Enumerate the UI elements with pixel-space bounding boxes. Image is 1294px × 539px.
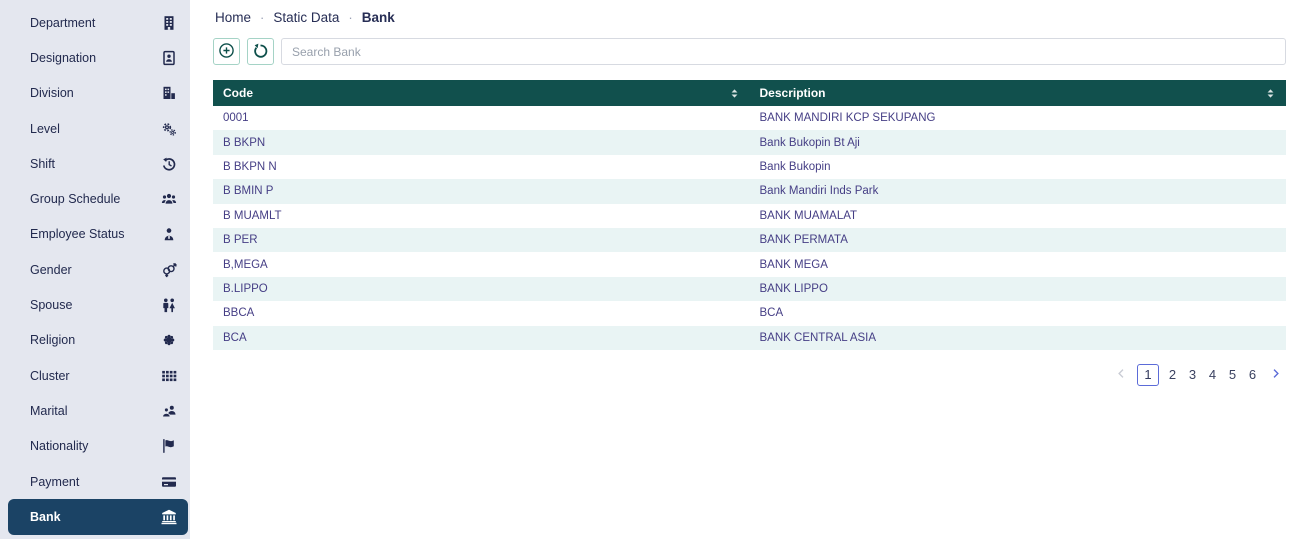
sidebar-item-department[interactable] [0, 5, 190, 40]
history-icon [161, 156, 177, 172]
cell-code: B BKPN N [223, 160, 277, 173]
column-header-description[interactable] [750, 80, 1287, 106]
cell-description: BCA [759, 307, 784, 320]
buildings-icon [161, 85, 177, 101]
cell-description: BANK CENTRAL ASIA [759, 331, 877, 344]
flag-icon [161, 438, 177, 454]
page-button-5[interactable]: 5 [1228, 367, 1237, 383]
sidebar-item-marital[interactable] [0, 393, 190, 428]
sidebar-item-gender[interactable] [0, 252, 190, 287]
sidebar-item-label: Religion [30, 333, 76, 348]
cell-description: BANK MANDIRI KCP SEKUPANG [759, 112, 936, 125]
cell-description: BANK PERMATA [759, 234, 848, 247]
chevron-left-icon [1116, 366, 1127, 384]
cell-description: BANK LIPPO [759, 282, 828, 295]
sort-icon [1265, 88, 1276, 99]
page-button-3[interactable]: 3 [1188, 367, 1197, 383]
sidebar-item-label: Level [30, 121, 60, 136]
sidebar-item-cluster[interactable] [0, 358, 190, 393]
cell-code: B BMIN P [223, 185, 274, 198]
table-row[interactable] [213, 106, 1286, 130]
breadcrumb-separator: · [260, 10, 265, 25]
sidebar-item-label: Employee Status [30, 227, 125, 242]
sidebar-item-bank[interactable] [8, 499, 188, 535]
chevron-right-icon [1270, 366, 1281, 384]
sidebar-item-label: Designation [30, 50, 97, 65]
cell-code: B MUAMLT [223, 209, 282, 222]
column-header-code[interactable] [213, 80, 750, 106]
sidebar-item-division[interactable] [0, 76, 190, 111]
cell-description: BANK MUAMALAT [759, 209, 858, 222]
cell-description: Bank Bukopin Bt Aji [759, 136, 860, 149]
table-row[interactable] [213, 277, 1286, 301]
breadcrumb-separator: · [348, 10, 353, 25]
breadcrumb [215, 10, 1286, 25]
cell-description: Bank Mandiri Inds Park [759, 185, 879, 198]
sidebar-item-label: Division [30, 86, 74, 101]
sidebar-item-shift[interactable] [0, 146, 190, 181]
id-badge-icon [161, 50, 177, 66]
column-label: Description [759, 86, 826, 100]
toolbar [213, 38, 1286, 65]
column-label: Code [223, 86, 253, 100]
refresh-icon [252, 42, 269, 62]
cell-code: BCA [223, 331, 247, 344]
table-row[interactable] [213, 252, 1286, 276]
sidebar [0, 0, 190, 539]
page-button-6[interactable]: 6 [1248, 367, 1257, 383]
table-row[interactable] [213, 130, 1286, 154]
bank-icon [161, 509, 177, 525]
sort-icon [729, 88, 740, 99]
refresh-button[interactable] [247, 38, 274, 65]
table-row[interactable] [213, 179, 1286, 203]
cell-code: B BKPN [223, 136, 266, 149]
building-icon [161, 15, 177, 31]
cell-description: BANK MEGA [759, 258, 828, 271]
table-row[interactable] [213, 155, 1286, 179]
cell-code: B.LIPPO [223, 282, 268, 295]
sidebar-item-label: Spouse [30, 298, 73, 313]
sidebar-item-nationality[interactable] [0, 429, 190, 464]
sidebar-item-label: Marital [30, 403, 68, 418]
cell-code: B PER [223, 234, 258, 247]
pagination [213, 364, 1286, 386]
sidebar-item-label: Group Schedule [30, 192, 121, 207]
table-row[interactable] [213, 301, 1286, 325]
table-row[interactable] [213, 228, 1286, 252]
main-content [190, 0, 1294, 539]
cell-code: B,MEGA [223, 258, 268, 271]
sidebar-item-level[interactable] [0, 111, 190, 146]
table-row[interactable] [213, 204, 1286, 228]
sidebar-item-label: Payment [30, 474, 80, 489]
breadcrumb-home[interactable]: Home [215, 10, 252, 25]
sidebar-item-spouse[interactable] [0, 287, 190, 322]
prev-page-button[interactable] [1112, 364, 1130, 386]
sidebar-item-payment[interactable] [0, 464, 190, 499]
sidebar-item-label: Cluster [30, 368, 70, 383]
users-icon [161, 191, 177, 207]
rosette-icon [161, 332, 177, 348]
page-button-1[interactable]: 1 [1137, 364, 1159, 386]
breadcrumb-current-bank: Bank [361, 10, 395, 25]
table-row[interactable] [213, 326, 1286, 350]
circled-plus-icon [218, 42, 235, 62]
bank-table [213, 80, 1286, 350]
people-icon [161, 403, 177, 419]
cell-code: 0001 [223, 112, 249, 125]
grid-icon [161, 368, 177, 384]
sidebar-item-group-schedule[interactable] [0, 181, 190, 216]
table-header-row [213, 80, 1286, 106]
credit-card-icon [161, 474, 177, 490]
gender-icon [161, 262, 177, 278]
cell-code: BBCA [223, 307, 255, 320]
sidebar-item-label: Bank [30, 510, 61, 525]
next-page-button[interactable] [1266, 364, 1284, 386]
couple-icon [161, 297, 177, 313]
sidebar-item-designation[interactable] [0, 40, 190, 75]
sidebar-item-label: Nationality [30, 439, 89, 454]
page-button-4[interactable]: 4 [1208, 367, 1217, 383]
sidebar-item-employee-status[interactable] [0, 217, 190, 252]
search-input[interactable] [281, 38, 1286, 65]
sidebar-item-label: Shift [30, 156, 56, 171]
gears-icon [161, 121, 177, 137]
breadcrumb-static-data[interactable]: Static Data [273, 10, 340, 25]
sidebar-item-label: Gender [30, 262, 72, 277]
add-button[interactable] [213, 38, 240, 65]
sidebar-item-religion[interactable] [0, 323, 190, 358]
sidebar-item-label: Department [30, 15, 96, 30]
page-button-2[interactable]: 2 [1168, 367, 1177, 383]
cell-description: Bank Bukopin [759, 160, 831, 173]
user-status-icon [161, 226, 177, 242]
